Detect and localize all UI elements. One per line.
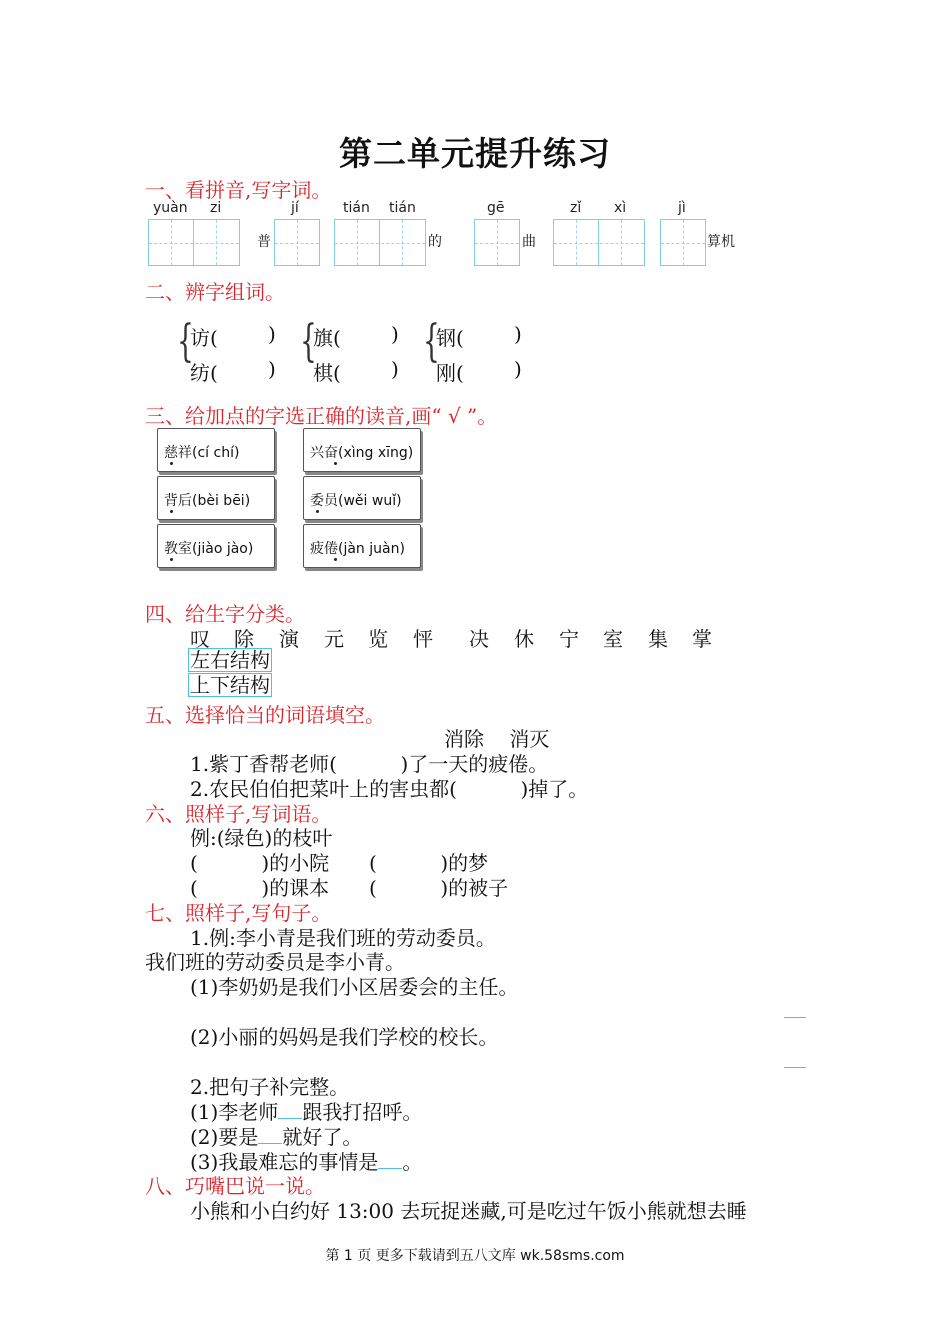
section-5-heading: 五、选择恰当的词语填空。 (145, 703, 385, 727)
fill-sentence: 1.紫丁香帮老师( )了一天的疲倦。 (190, 752, 549, 776)
pinyin-card[interactable]: 疲倦(jàn juàn) (303, 524, 421, 568)
example-text: 例:(绿色)的枝叶 (190, 826, 333, 850)
word-choices: 消除 消灭 (444, 727, 550, 751)
blank-close: ) (391, 357, 399, 381)
fill-phrase: ( )的被子 (369, 876, 509, 900)
pinyin: gē (487, 200, 505, 216)
section-4-heading: 四、给生字分类。 (145, 602, 305, 626)
writing-grid[interactable] (660, 219, 706, 266)
brace-icon: { (300, 316, 317, 367)
blank-close: ) (391, 322, 399, 346)
sentence: (2)要是 就好了。 (190, 1125, 363, 1149)
char: 览 (368, 627, 388, 651)
section-3-heading: 三、给加点的字选正确的读音,画“ √ ”。 (145, 404, 498, 428)
pinyin: zǐ (570, 200, 582, 216)
blank-close: ) (514, 322, 522, 346)
answer-blank[interactable] (278, 1100, 302, 1119)
pinyin: tián (389, 200, 416, 216)
writing-grid[interactable] (274, 219, 320, 266)
pinyin: yuàn (153, 200, 188, 216)
pinyin-card[interactable]: 背后(bèi bēi) (157, 476, 275, 520)
writing-grid[interactable] (334, 219, 426, 266)
section-1-heading: 一、看拼音,写字词。 (145, 178, 332, 202)
pinyin-card[interactable]: 教室(jiào jào) (157, 524, 275, 568)
char: 元 (324, 627, 344, 651)
pinyin: jí (291, 200, 299, 216)
blank-close: ) (514, 357, 522, 381)
char: 掌 (692, 627, 712, 651)
grid-label: 算机 (707, 234, 735, 250)
char: 叹 (190, 627, 210, 651)
writing-grid[interactable] (148, 219, 240, 266)
char: 休 (514, 627, 534, 651)
answer-blank[interactable] (378, 1150, 402, 1169)
char: 室 (603, 627, 623, 651)
sentence: 2.把句子补完整。 (190, 1075, 350, 1099)
word-pair-item: 棋( (313, 361, 341, 385)
word-pair-item: 旗( (313, 326, 341, 350)
pinyin: zi (210, 200, 222, 216)
sentence: (3)我最难忘的事情是 。 (190, 1150, 423, 1174)
section-8-heading: 八、巧嘴巴说一说。 (145, 1174, 325, 1198)
answer-line[interactable] (784, 1017, 806, 1018)
char: 怦 (413, 627, 433, 651)
word-pair-item: 访( (190, 326, 218, 350)
word-pair-item: 纺( (190, 361, 218, 385)
blank-close: ) (268, 357, 276, 381)
word-pair-item: 钢( (436, 326, 464, 350)
pinyin-card[interactable]: 委员(wěi wuǐ) (303, 476, 421, 520)
section-2-heading: 二、辨字组词。 (145, 280, 285, 304)
brace-icon: { (423, 316, 440, 367)
story-text: 小熊和小白约好 13:00 去玩捉迷藏,可是吃过午饭小熊就想去睡 (190, 1199, 747, 1223)
sentence: (2)小丽的妈妈是我们学校的校长。 (190, 1025, 499, 1049)
section-7-heading: 七、照样子,写句子。 (145, 901, 332, 925)
word-pair-item: 刚( (436, 361, 464, 385)
grid-label: 普 (257, 234, 271, 250)
grid-label: 的 (428, 234, 442, 250)
sentence: 1.例:李小青是我们班的劳动委员。 (190, 926, 496, 950)
pinyin-card[interactable]: 兴奋(xìng xīng) (303, 428, 421, 472)
sentence: (1)李奶奶是我们小区居委会的主任。 (190, 975, 519, 999)
sentence: 我们班的劳动委员是李小青。 (145, 950, 405, 974)
page-title: 第二单元提升练习 (339, 134, 611, 173)
char: 集 (648, 627, 668, 651)
grid-label: 曲 (522, 234, 536, 250)
char: 除 (234, 627, 254, 651)
page-footer: 第 1 页 更多下载请到五八文库 wk.58sms.com (325, 1248, 625, 1264)
brace-icon: { (177, 316, 194, 367)
pinyin-card[interactable]: 慈祥(cí chí) (157, 428, 275, 472)
blank-close: ) (268, 322, 276, 346)
writing-grid[interactable] (474, 219, 520, 266)
pinyin: tián (343, 200, 370, 216)
category-box[interactable]: 左右结构 (190, 648, 270, 672)
char: 演 (279, 627, 299, 651)
char: 决 (469, 627, 489, 651)
pinyin: xì (614, 200, 627, 216)
section-6-heading: 六、照样子,写词语。 (145, 802, 332, 826)
answer-line[interactable] (784, 1067, 806, 1068)
char: 宁 (559, 627, 579, 651)
writing-grid[interactable] (553, 219, 645, 266)
fill-sentence: 2.农民伯伯把菜叶上的害虫都( )掉了。 (190, 777, 589, 801)
fill-phrase: ( )的小院 (190, 851, 330, 875)
sentence: (1)李老师 跟我打招呼。 (190, 1100, 423, 1124)
answer-blank[interactable] (258, 1125, 282, 1144)
fill-phrase: ( )的课本 (190, 876, 330, 900)
pinyin: jì (678, 200, 686, 216)
fill-phrase: ( )的梦 (369, 851, 489, 875)
category-box[interactable]: 上下结构 (190, 673, 270, 697)
